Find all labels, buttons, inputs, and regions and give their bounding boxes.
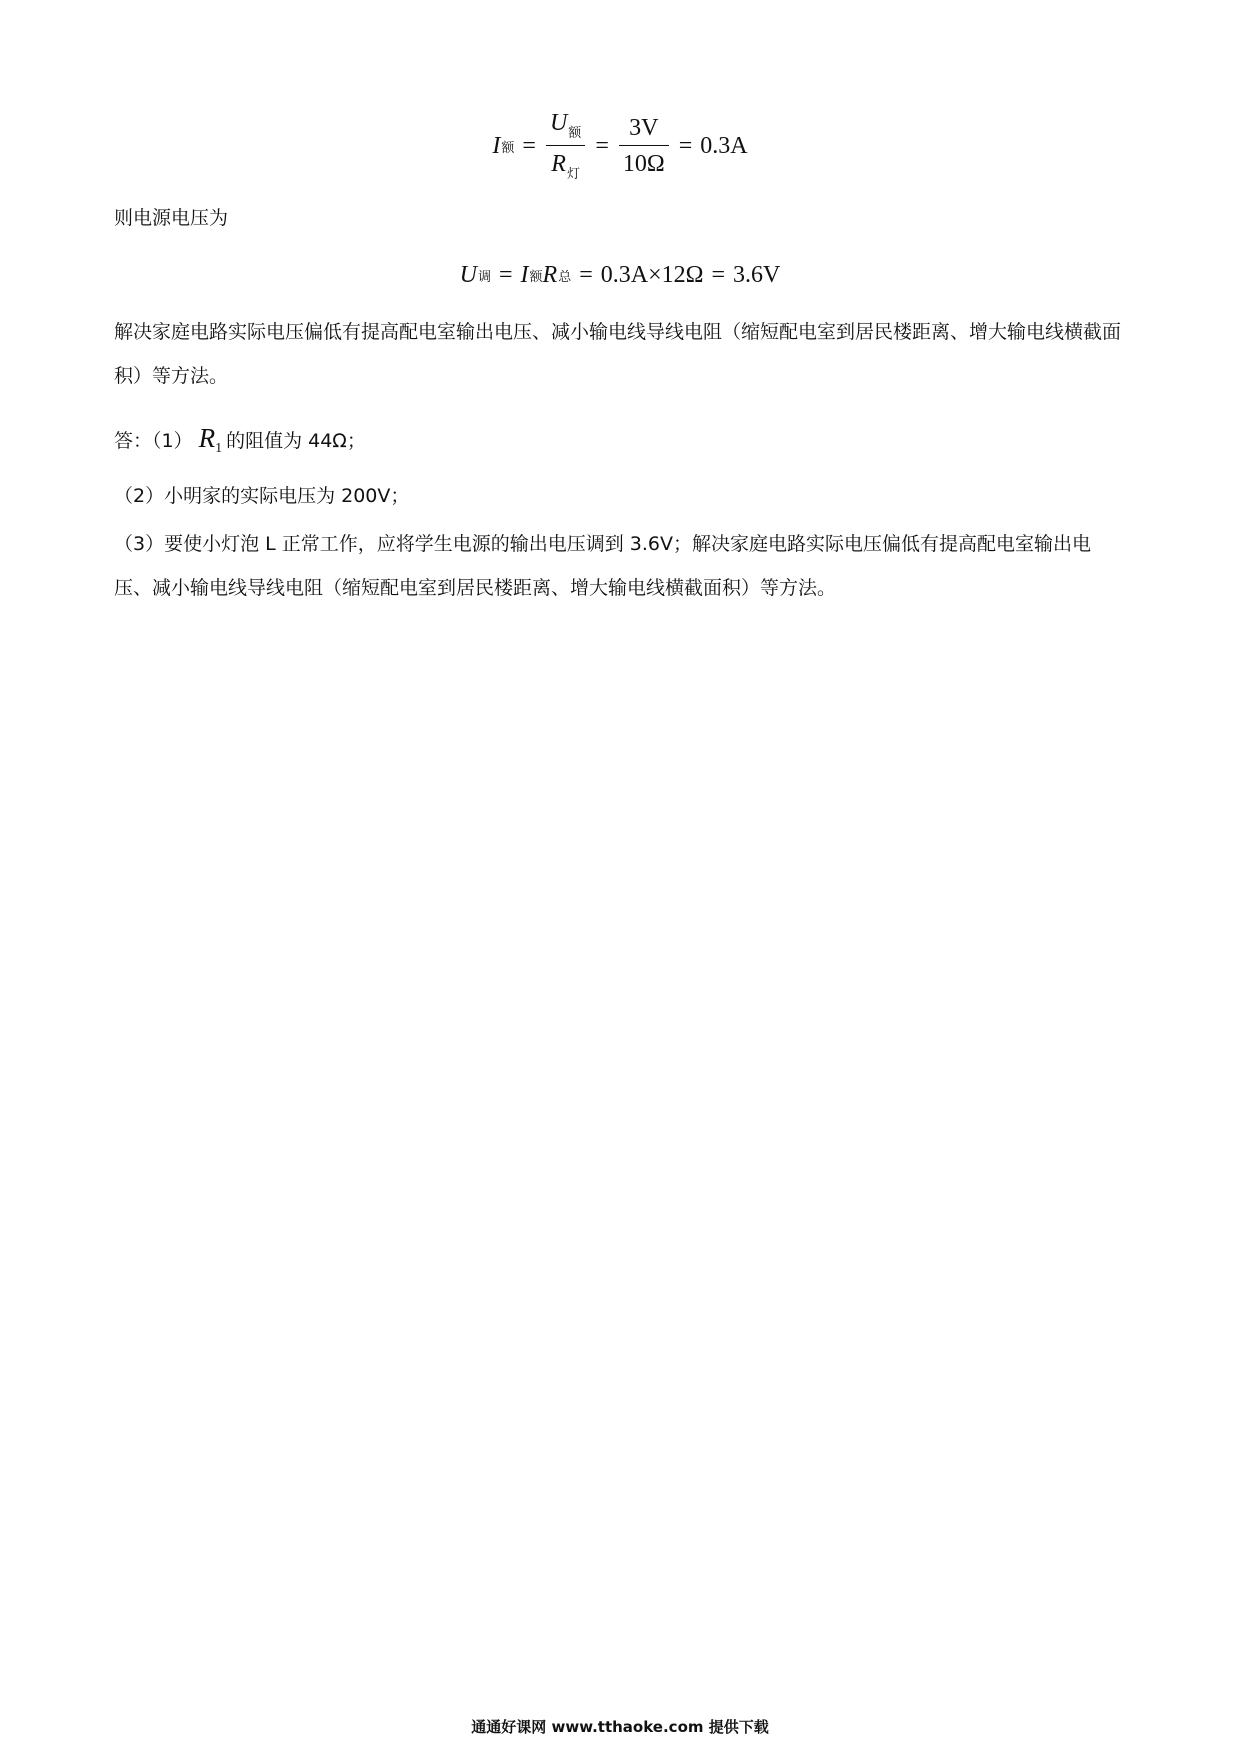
eq1-fraction-symbolic <box>546 111 585 181</box>
page-footer: 通通好课网 www.tthaoke.com 提供下载 <box>471 1718 769 1736</box>
equation-rated-current <box>0 110 1240 182</box>
eq1-fraction-numerator <box>546 111 585 145</box>
equals-sign: = <box>579 261 593 288</box>
eq2-current-symbol: I <box>520 261 529 288</box>
answer-part-3: （3）要使小灯泡 L 正常工作，应将学生电源的输出电压调到 3.6V；解决家庭电路实际电压偏低有提高配电室输出电压、减小输电线导线电阻（缩短配电室到居民楼距离、增大输电线横截面积）等方法。 <box>114 533 1092 599</box>
eq1-num-symbol: U <box>549 110 568 136</box>
eq2-product: 0.3A×12Ω <box>600 261 704 288</box>
eq2-resistance-symbol: R <box>542 261 558 288</box>
eq1-fraction-numeric <box>619 116 669 176</box>
eq1-lhs-symbol: I <box>492 132 501 159</box>
paragraph-solution-methods: 解决家庭电路实际电压偏低有提高配电室输出电压、减小输电线导线电阻（缩短配电室到居民楼距离、增大输电线横截面积）等方法。 <box>114 321 1122 387</box>
r1-letter: R <box>198 423 216 453</box>
equation-supply-voltage <box>0 252 1240 298</box>
equals-sign: = <box>498 261 513 288</box>
eq1-den-subscript: 灯 <box>566 167 580 182</box>
eq2-current-subscript: 额 <box>529 269 543 285</box>
eq2-lhs-symbol: U <box>459 261 477 288</box>
answer-suffix: 的阻值为 44Ω； <box>226 430 366 452</box>
eq2-result: 3.6V <box>733 261 781 288</box>
r1-symbol <box>198 423 223 456</box>
answer-prefix: 答：（1） <box>114 430 193 452</box>
answer-part-1 <box>114 416 1124 471</box>
equals-sign: = <box>711 261 726 288</box>
eq1-fraction2-numerator: 3V <box>629 115 659 141</box>
eq1-fraction-denominator <box>547 146 584 181</box>
r1-subscript: 1 <box>215 441 223 456</box>
equals-sign: = <box>522 132 536 159</box>
equals-sign: = <box>595 132 609 159</box>
eq1-fraction2-denominator: 10Ω <box>622 151 665 177</box>
answer-part-2: （2）小明家的实际电压为 200V； <box>114 485 410 507</box>
eq1-result: 0.3A <box>700 132 748 159</box>
eq2-resistance-subscript: 总 <box>558 269 572 285</box>
equals-sign: = <box>678 132 693 159</box>
eq1-den-symbol: R <box>551 151 566 177</box>
eq2-lhs-subscript: 调 <box>477 269 491 285</box>
paragraph-power-supply-voltage: 则电源电压为 <box>114 207 229 229</box>
eq1-num-subscript: 额 <box>568 126 582 141</box>
eq1-lhs-subscript: 额 <box>501 140 515 156</box>
